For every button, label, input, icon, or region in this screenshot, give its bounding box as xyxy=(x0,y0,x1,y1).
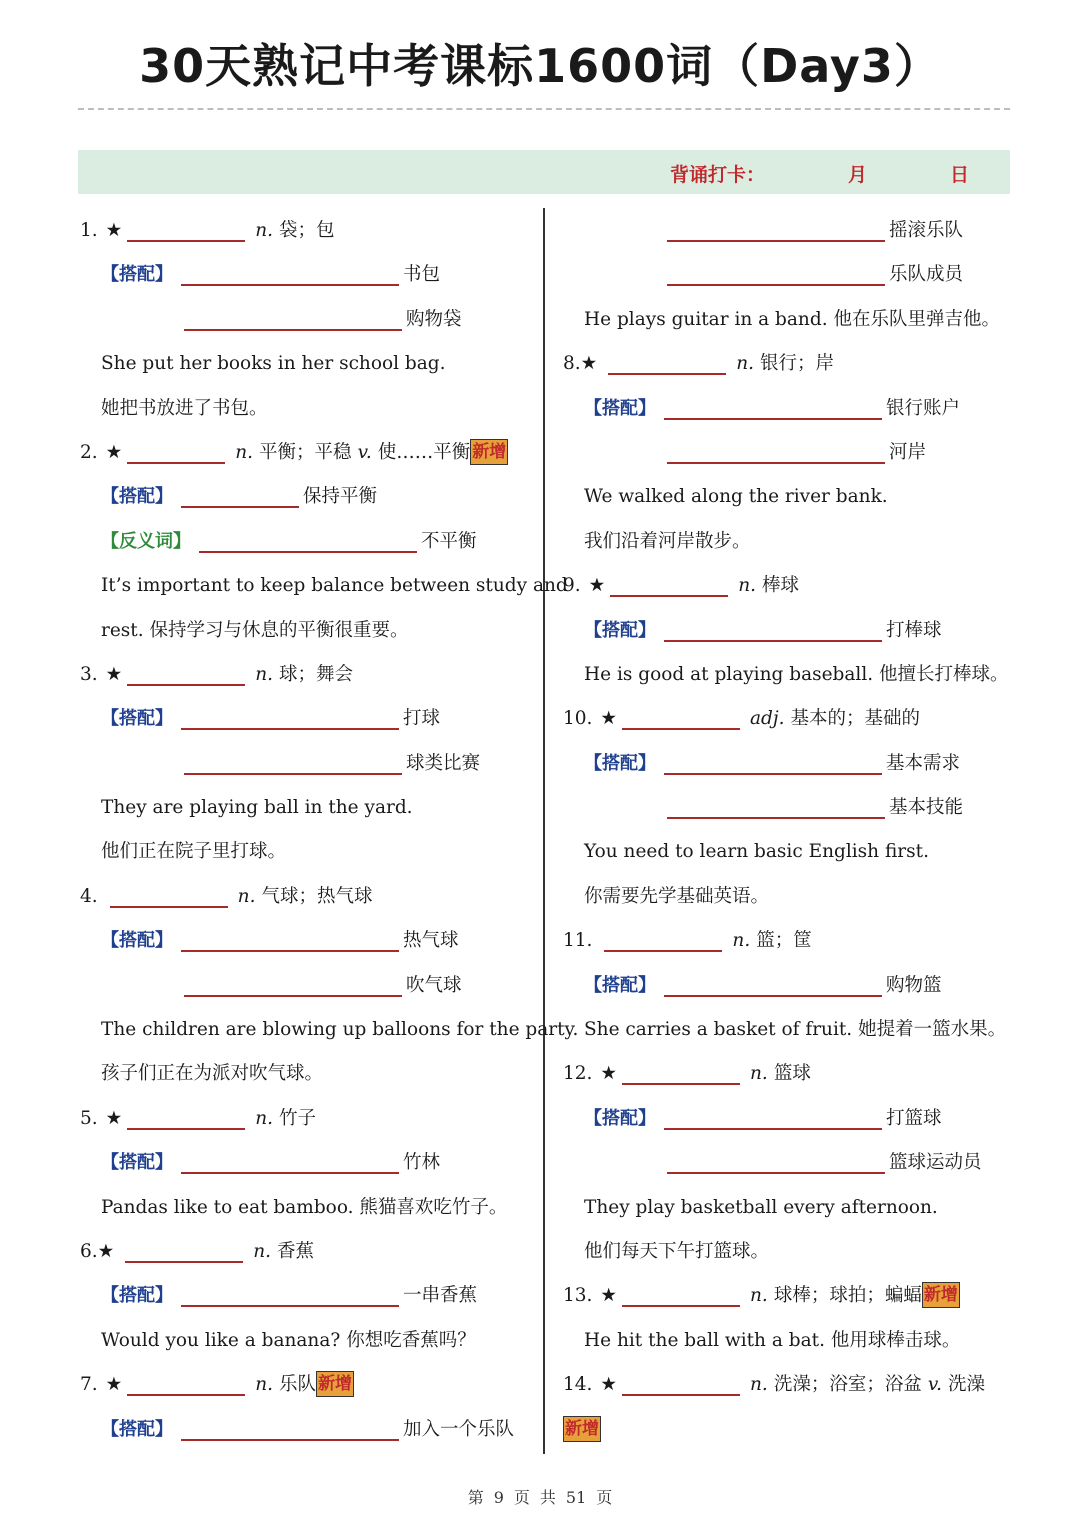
collocation-line xyxy=(80,742,530,786)
word-meaning: 洗澡；浴室；浴盆 xyxy=(773,1374,922,1396)
word-entry-3 xyxy=(80,653,530,697)
footer-text: 页 xyxy=(596,1488,613,1507)
collocation-blank[interactable] xyxy=(664,745,882,775)
word-meaning: 篮球 xyxy=(773,1063,811,1085)
word-meaning: 棒球 xyxy=(762,575,800,597)
word-blank[interactable] xyxy=(127,1366,245,1396)
word-entry-6 xyxy=(80,1230,530,1274)
collocation-line xyxy=(563,209,1013,253)
collocation-line xyxy=(563,387,1013,431)
collocation-blank[interactable] xyxy=(667,212,885,242)
collocation-blank[interactable] xyxy=(667,789,885,819)
example-en: It’s important to keep balance between study and xyxy=(101,575,568,597)
word-entry-11 xyxy=(563,919,1013,963)
example-zh: 我们沿着河岸散步。 xyxy=(584,530,751,552)
example-en: They are playing ball in the yard. xyxy=(101,797,413,819)
part-of-speech: v. xyxy=(357,441,372,463)
word-entry-8 xyxy=(563,342,1013,386)
footer-text: 共 xyxy=(539,1488,556,1507)
collocation-meaning: 摇滚乐队 xyxy=(889,220,964,241)
collocation-blank[interactable] xyxy=(181,1144,399,1174)
part-of-speech: n. xyxy=(255,1374,274,1396)
example-line xyxy=(563,1008,1013,1052)
collocation-line xyxy=(80,1274,530,1318)
collocation-blank[interactable] xyxy=(667,1144,885,1174)
word-entry-4 xyxy=(80,875,530,919)
checkin-bar xyxy=(78,150,1010,194)
collocation-meaning: 购物篮 xyxy=(886,974,942,996)
collocation-line xyxy=(563,1141,1013,1185)
word-blank[interactable] xyxy=(622,1366,740,1396)
collocation-blank[interactable] xyxy=(664,612,882,642)
new-badge: 新增 xyxy=(922,1282,960,1308)
example-zh: 他们每天下午打篮球。 xyxy=(584,1240,770,1262)
word-entry-2 xyxy=(80,431,530,475)
new-badge: 新增 xyxy=(470,439,508,465)
word-blank[interactable] xyxy=(127,434,225,464)
part-of-speech: n. xyxy=(237,885,256,907)
word-entry-5 xyxy=(80,1097,530,1141)
example-zh: 保持学习与休息的平衡很重要。 xyxy=(149,619,409,641)
collocation-meaning: 基本需求 xyxy=(886,752,961,774)
collocation-line xyxy=(80,475,530,519)
word-blank[interactable] xyxy=(622,1055,740,1085)
part-of-speech: n. xyxy=(750,1285,768,1307)
example-zh: 她提着一篮水果。 xyxy=(858,1019,1007,1041)
collocation-blank[interactable] xyxy=(184,301,402,331)
example-en: He hit the ball with a bat. xyxy=(584,1329,825,1351)
part-of-speech: n. xyxy=(255,1107,274,1129)
word-number: 3. xyxy=(80,663,98,685)
example-line xyxy=(80,1319,530,1363)
example-en: Pandas like to eat bamboo. xyxy=(101,1196,354,1218)
word-meaning: 洗澡 xyxy=(947,1374,985,1396)
collocation-meaning: 基本技能 xyxy=(889,797,964,819)
collocation-blank[interactable] xyxy=(181,1277,399,1307)
word-blank[interactable] xyxy=(608,345,726,375)
collocation-meaning: 书包 xyxy=(403,264,441,286)
word-entry-7 xyxy=(80,1363,530,1407)
word-meaning: 平衡；平稳 xyxy=(259,441,352,463)
part-of-speech: n. xyxy=(253,1240,272,1262)
column-divider xyxy=(543,208,545,1454)
word-number: 4. xyxy=(80,885,98,907)
collocation-line xyxy=(80,697,530,741)
antonym-tag: 【反义词】 xyxy=(101,530,191,552)
part-of-speech: v. xyxy=(927,1374,942,1396)
example-zh: 她把书放进了书包。 xyxy=(101,397,268,419)
word-number: 2. xyxy=(80,441,98,463)
collocation-line xyxy=(80,964,530,1008)
collocation-meaning: 打篮球 xyxy=(886,1107,942,1129)
word-blank[interactable] xyxy=(622,700,740,730)
word-blank[interactable] xyxy=(125,1233,243,1263)
title-divider xyxy=(78,108,1010,110)
page-footer xyxy=(0,1485,1080,1508)
collocation-blank[interactable] xyxy=(667,434,885,464)
word-meaning: 基本的；基础的 xyxy=(790,708,921,730)
collocation-tag: 【搭配】 xyxy=(101,264,173,286)
word-number: 5. xyxy=(80,1107,98,1129)
collocation-tag: 【搭配】 xyxy=(101,1152,173,1174)
collocation-line xyxy=(563,786,1013,830)
star-icon: ★ xyxy=(105,1374,123,1396)
collocation-line xyxy=(80,298,530,342)
collocation-blank[interactable] xyxy=(181,1411,399,1441)
word-entry-14 xyxy=(563,1363,1013,1407)
word-entry-9 xyxy=(563,564,1013,608)
example-en: The children are blowing up balloons for the party. xyxy=(101,1019,579,1041)
collocation-line xyxy=(563,1097,1013,1141)
collocation-tag: 【搭配】 xyxy=(584,752,656,774)
collocation-tag: 【搭配】 xyxy=(101,1418,173,1440)
part-of-speech: n. xyxy=(235,441,254,463)
right-column xyxy=(563,209,1013,1452)
collocation-meaning: 河岸 xyxy=(889,441,927,463)
checkin-day: 日 xyxy=(950,164,970,186)
collocation-blank[interactable] xyxy=(664,390,882,420)
part-of-speech: n. xyxy=(738,575,757,597)
word-number: 13. xyxy=(563,1285,593,1307)
word-blank[interactable] xyxy=(127,656,245,686)
collocation-meaning: 打棒球 xyxy=(886,619,942,641)
example-line xyxy=(563,1319,1013,1363)
total-pages: 51 xyxy=(565,1488,587,1507)
collocation-line xyxy=(563,964,1013,1008)
collocation-tag: 【搭配】 xyxy=(584,974,656,996)
footer-text: 第 xyxy=(467,1488,484,1507)
word-blank[interactable] xyxy=(110,878,228,908)
page-title: 30天熟记中考课标1600词（Day3） xyxy=(139,39,941,93)
collocation-line xyxy=(563,431,1013,475)
checkin-label: 背诵打卡： xyxy=(670,164,766,186)
collocation-meaning: 银行账户 xyxy=(886,397,961,419)
antonym-meaning: 不平衡 xyxy=(421,530,477,552)
collocation-meaning: 篮球运动员 xyxy=(889,1152,982,1174)
antonym-blank[interactable] xyxy=(199,523,417,553)
collocation-line xyxy=(563,253,1013,297)
collocation-meaning: 吹气球 xyxy=(406,974,462,996)
word-entry-10 xyxy=(563,697,1013,741)
star-icon: ★ xyxy=(105,1107,123,1129)
star-icon: ★ xyxy=(580,353,598,375)
example-zh: 他在乐队里弹吉他。 xyxy=(833,308,1000,330)
part-of-speech: n. xyxy=(750,1374,768,1396)
star-icon: ★ xyxy=(600,708,618,730)
part-of-speech: n. xyxy=(750,1063,768,1085)
star-icon: ★ xyxy=(105,441,123,463)
example-en: She carries a basket of fruit. xyxy=(584,1019,853,1041)
example-en-tail: rest. xyxy=(101,619,144,641)
word-entry-1 xyxy=(80,209,530,253)
star-icon: ★ xyxy=(97,1240,115,1262)
word-number: 7. xyxy=(80,1374,98,1396)
example-line xyxy=(563,298,1013,342)
collocation-meaning: 一串香蕉 xyxy=(403,1285,478,1307)
word-meaning: 篮；筐 xyxy=(756,930,812,952)
word-blank[interactable] xyxy=(622,1277,740,1307)
collocation-tag: 【搭配】 xyxy=(101,1285,173,1307)
example-zh: 你需要先学基础英语。 xyxy=(584,885,770,907)
collocation-line xyxy=(80,1141,530,1185)
example-en: She put her books in her school bag. xyxy=(101,353,446,375)
word-entry-12 xyxy=(563,1052,1013,1096)
example-en: You need to learn basic English first. xyxy=(584,841,929,863)
collocation-blank[interactable] xyxy=(181,922,399,952)
word-meaning: 球；舞会 xyxy=(279,663,354,685)
collocation-blank[interactable] xyxy=(667,256,885,286)
word-number: 14. xyxy=(563,1374,593,1396)
word-number: 1. xyxy=(80,220,98,241)
collocation-meaning: 打球 xyxy=(403,708,441,730)
word-number: 6. xyxy=(80,1240,98,1262)
collocation-line xyxy=(563,609,1013,653)
word-blank[interactable] xyxy=(127,1100,245,1130)
star-icon: ★ xyxy=(588,575,606,597)
collocation-blank[interactable] xyxy=(664,1100,882,1130)
example-zh: 他用球棒击球。 xyxy=(830,1329,961,1351)
example-en: They play basketball every afternoon. xyxy=(584,1196,938,1218)
collocation-line xyxy=(80,253,530,297)
example-en: Would you like a banana? xyxy=(101,1329,341,1351)
word-number: 8. xyxy=(563,353,581,375)
collocation-meaning: 保持平衡 xyxy=(303,486,378,508)
collocation-tag: 【搭配】 xyxy=(101,930,173,952)
collocation-blank[interactable] xyxy=(181,700,399,730)
part-of-speech: n. xyxy=(255,663,274,685)
collocation-tag: 【搭配】 xyxy=(101,708,173,730)
word-blank[interactable] xyxy=(127,212,245,242)
word-meaning: 竹子 xyxy=(279,1107,317,1129)
star-icon: ★ xyxy=(600,1374,618,1396)
new-badge: 新增 xyxy=(316,1371,354,1397)
part-of-speech: adj. xyxy=(750,708,785,730)
new-badge: 新增 xyxy=(563,1416,601,1442)
example-zh: 他们正在院子里打球。 xyxy=(101,841,287,863)
collocation-tag: 【搭配】 xyxy=(584,1107,656,1129)
part-of-speech: n. xyxy=(736,353,755,375)
star-icon: ★ xyxy=(105,663,123,685)
collocation-meaning: 竹林 xyxy=(403,1152,441,1174)
example-zh: 他擅长打棒球。 xyxy=(879,663,1009,685)
collocation-meaning: 球类比赛 xyxy=(406,752,481,774)
collocation-blank[interactable] xyxy=(664,967,882,997)
page-number: 9 xyxy=(493,1488,504,1507)
collocation-blank[interactable] xyxy=(184,745,402,775)
example-en: He plays guitar in a band. xyxy=(584,308,828,330)
collocation-blank[interactable] xyxy=(181,256,399,286)
collocation-line xyxy=(80,919,530,963)
badge-line xyxy=(563,1408,1013,1452)
word-blank[interactable] xyxy=(610,567,728,597)
word-entry-13 xyxy=(563,1274,1013,1318)
checkin-month: 月 xyxy=(848,164,868,186)
word-meaning: 袋；包 xyxy=(279,220,335,241)
collocation-tag: 【搭配】 xyxy=(584,619,656,641)
word-meaning: 使……平衡 xyxy=(377,441,471,463)
collocation-tag: 【搭配】 xyxy=(101,486,173,508)
part-of-speech: n. xyxy=(255,220,274,241)
collocation-meaning: 购物袋 xyxy=(406,308,462,330)
word-number: 12. xyxy=(563,1063,593,1085)
collocation-tag: 【搭配】 xyxy=(584,397,656,419)
word-meaning: 银行；岸 xyxy=(760,353,835,375)
part-of-speech: n. xyxy=(732,930,751,952)
example-en-cont xyxy=(80,609,530,653)
word-meaning: 乐队 xyxy=(279,1374,317,1396)
example-line xyxy=(80,1186,530,1230)
example-zh: 你想吃香蕉吗？ xyxy=(346,1329,476,1351)
collocation-meaning: 热气球 xyxy=(403,930,459,952)
example-en: He is good at playing baseball. xyxy=(584,663,874,685)
word-meaning: 球棒；球拍；蝙蝠 xyxy=(773,1285,922,1307)
collocation-meaning: 乐队成员 xyxy=(889,264,964,286)
star-icon: ★ xyxy=(105,220,123,241)
example-en: We walked along the river bank. xyxy=(584,486,888,508)
word-blank[interactable] xyxy=(604,922,722,952)
collocation-line xyxy=(80,1408,530,1452)
example-zh: 孩子们正在为派对吹气球。 xyxy=(101,1063,324,1085)
example-zh: 熊猫喜欢吃竹子。 xyxy=(359,1196,508,1218)
word-number: 10. xyxy=(563,708,593,730)
collocation-meaning: 加入一个乐队 xyxy=(403,1418,515,1440)
star-icon: ★ xyxy=(600,1063,618,1085)
example-line xyxy=(563,653,1013,697)
collocation-blank[interactable] xyxy=(181,478,299,508)
word-number: 11. xyxy=(563,930,593,952)
word-meaning: 气球；热气球 xyxy=(261,885,373,907)
collocation-line xyxy=(563,742,1013,786)
collocation-blank[interactable] xyxy=(184,967,402,997)
antonym-line xyxy=(80,520,530,564)
word-meaning: 香蕉 xyxy=(277,1240,315,1262)
word-number: 9. xyxy=(563,575,581,597)
star-icon: ★ xyxy=(600,1285,618,1307)
footer-text: 页 xyxy=(513,1488,530,1507)
